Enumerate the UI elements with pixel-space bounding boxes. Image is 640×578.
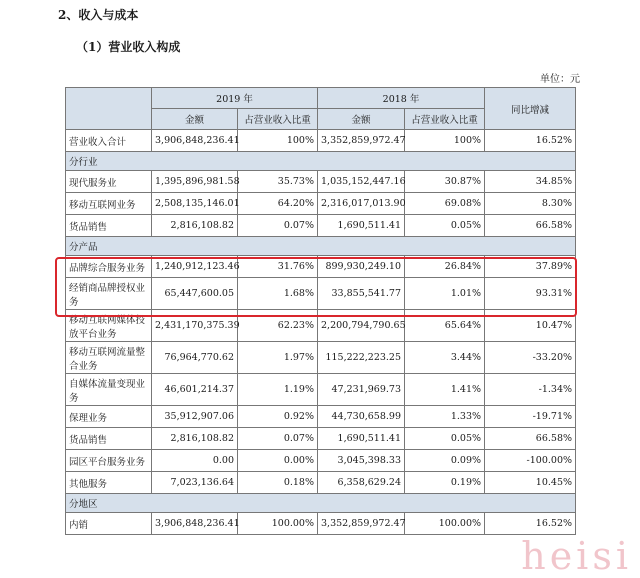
- yoy-change: 34.85%: [485, 171, 576, 193]
- category-row: [66, 494, 576, 513]
- table-row: [66, 513, 576, 535]
- ratio-2018: 0.05%: [405, 215, 485, 237]
- amount-2018: 1,035,152,447.16: [318, 171, 405, 193]
- table-row: [66, 406, 576, 428]
- table-body: [66, 130, 576, 535]
- row-label: 自媒体流量变现业务: [66, 374, 152, 406]
- yoy-change: 37.89%: [485, 256, 576, 278]
- amount-2019: 1,240,912,123.46: [152, 256, 238, 278]
- table-row: [66, 472, 576, 494]
- row-label: 其他服务: [66, 472, 152, 494]
- table-row: [66, 278, 576, 310]
- row-label: 现代服务业: [66, 171, 152, 193]
- ratio-2019: 31.76%: [238, 256, 318, 278]
- amount-2018: 115,222,223.25: [318, 342, 405, 374]
- amount-2019: 3,906,848,236.41: [152, 513, 238, 535]
- yoy-change: 66.58%: [485, 428, 576, 450]
- ratio-2019: 64.20%: [238, 193, 318, 215]
- ratio-2019: 0.18%: [238, 472, 318, 494]
- amount-2018: 1,690,511.41: [318, 215, 405, 237]
- yoy-change: -33.20%: [485, 342, 576, 374]
- row-label: 货品销售: [66, 215, 152, 237]
- row-label: 营业收入合计: [66, 130, 152, 152]
- table-row: [66, 342, 576, 374]
- amount-2019: 35,912,907.06: [152, 406, 238, 428]
- ratio-2019: 0.07%: [238, 215, 318, 237]
- watermark: heisi: [521, 534, 632, 578]
- yoy-change: 8.30%: [485, 193, 576, 215]
- table-row: [66, 428, 576, 450]
- amount-2019: 2,816,108.82: [152, 215, 238, 237]
- table-row: [66, 256, 576, 278]
- ratio-2018: 65.64%: [405, 310, 485, 342]
- amount-2019: 3,906,848,236.41: [152, 130, 238, 152]
- header-amount-2019: 金额: [152, 109, 238, 130]
- yoy-change: -19.71%: [485, 406, 576, 428]
- unit-label: 单位：元: [540, 74, 580, 85]
- yoy-change: 16.52%: [485, 130, 576, 152]
- ratio-2018: 0.09%: [405, 450, 485, 472]
- ratio-2018: 26.84%: [405, 256, 485, 278]
- ratio-2018: 100%: [405, 130, 485, 152]
- amount-2018: 6,358,629.24: [318, 472, 405, 494]
- row-label: 经销商品牌授权业务: [66, 278, 152, 310]
- header-blank: [66, 88, 152, 130]
- row-label: 移动互联网媒体投放平台业务: [66, 310, 152, 342]
- category-label: 分行业: [66, 152, 576, 171]
- ratio-2019: 100.00%: [238, 513, 318, 535]
- ratio-2019: 0.07%: [238, 428, 318, 450]
- amount-2018: 3,352,859,972.47: [318, 130, 405, 152]
- amount-2018: 44,730,658.99: [318, 406, 405, 428]
- ratio-2019: 35.73%: [238, 171, 318, 193]
- row-label: 品牌综合服务业务: [66, 256, 152, 278]
- ratio-2019: 1.97%: [238, 342, 318, 374]
- ratio-2019: 100%: [238, 130, 318, 152]
- row-label: 园区平台服务业务: [66, 450, 152, 472]
- ratio-2019: 1.19%: [238, 374, 318, 406]
- row-label: 保理业务: [66, 406, 152, 428]
- ratio-2019: 62.23%: [238, 310, 318, 342]
- section-title: 2、收入与成本: [58, 8, 139, 22]
- amount-2019: 76,964,770.62: [152, 342, 238, 374]
- amount-2018: 899,930,249.10: [318, 256, 405, 278]
- amount-2019: 46,601,214.37: [152, 374, 238, 406]
- ratio-2019: 0.92%: [238, 406, 318, 428]
- ratio-2019: 0.00%: [238, 450, 318, 472]
- ratio-2018: 0.05%: [405, 428, 485, 450]
- amount-2019: 0.00: [152, 450, 238, 472]
- table-row: [66, 130, 576, 152]
- header-2018: 2018 年: [318, 88, 485, 109]
- amount-2019: 2,816,108.82: [152, 428, 238, 450]
- yoy-change: -100.00%: [485, 450, 576, 472]
- table-row: [66, 374, 576, 406]
- yoy-change: 10.47%: [485, 310, 576, 342]
- amount-2019: 1,395,896,981.58: [152, 171, 238, 193]
- amount-2018: 2,316,017,013.90: [318, 193, 405, 215]
- yoy-change: -1.34%: [485, 374, 576, 406]
- row-label: 移动互联网业务: [66, 193, 152, 215]
- row-label: 移动互联网流量整合业务: [66, 342, 152, 374]
- amount-2018: 3,045,398.33: [318, 450, 405, 472]
- header-2019: 2019 年: [152, 88, 318, 109]
- amount-2019: 7,023,136.64: [152, 472, 238, 494]
- amount-2019: 2,508,135,146.01: [152, 193, 238, 215]
- ratio-2018: 1.01%: [405, 278, 485, 310]
- header-ratio-2019: 占营业收入比重: [238, 109, 318, 130]
- table-row: [66, 215, 576, 237]
- yoy-change: 66.58%: [485, 215, 576, 237]
- category-label: 分地区: [66, 494, 576, 513]
- table-row: [66, 450, 576, 472]
- amount-2019: 2,431,170,375.39: [152, 310, 238, 342]
- sub-title: （1）营业收入构成: [76, 40, 181, 54]
- header-yoy: 同比增减: [485, 88, 576, 130]
- table-row: [66, 193, 576, 215]
- ratio-2018: 69.08%: [405, 193, 485, 215]
- header-ratio-2018: 占营业收入比重: [405, 109, 485, 130]
- category-label: 分产品: [66, 237, 576, 256]
- header-amount-2018: 金额: [318, 109, 405, 130]
- yoy-change: 10.45%: [485, 472, 576, 494]
- ratio-2018: 100.00%: [405, 513, 485, 535]
- ratio-2018: 1.33%: [405, 406, 485, 428]
- ratio-2018: 1.41%: [405, 374, 485, 406]
- table-row: [66, 310, 576, 342]
- table-row: [66, 171, 576, 193]
- ratio-2019: 1.68%: [238, 278, 318, 310]
- yoy-change: 93.31%: [485, 278, 576, 310]
- row-label: 货品销售: [66, 428, 152, 450]
- amount-2018: 47,231,969.73: [318, 374, 405, 406]
- row-label: 内销: [66, 513, 152, 535]
- ratio-2018: 30.87%: [405, 171, 485, 193]
- ratio-2018: 3.44%: [405, 342, 485, 374]
- ratio-2018: 0.19%: [405, 472, 485, 494]
- amount-2019: 65,447,600.05: [152, 278, 238, 310]
- amount-2018: 1,690,511.41: [318, 428, 405, 450]
- amount-2018: 33,855,541.77: [318, 278, 405, 310]
- yoy-change: 16.52%: [485, 513, 576, 535]
- amount-2018: 2,200,794,790.65: [318, 310, 405, 342]
- category-row: [66, 152, 576, 171]
- revenue-table: [65, 87, 576, 535]
- category-row: [66, 237, 576, 256]
- amount-2018: 3,352,859,972.47: [318, 513, 405, 535]
